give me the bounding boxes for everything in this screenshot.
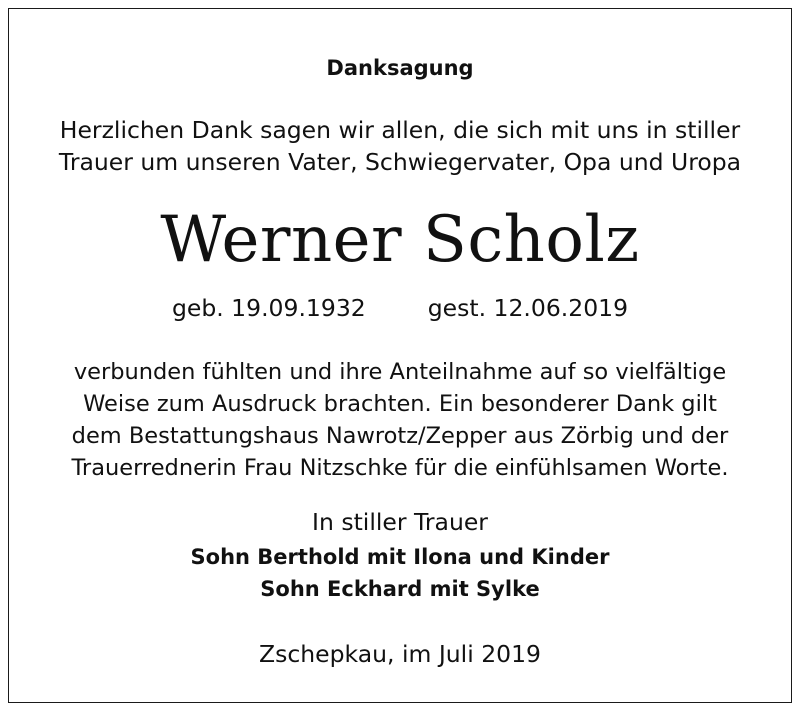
deceased-name: Werner Scholz: [160, 203, 640, 277]
body-line-2: Weise zum Ausdruck brachten. Ein besonderer Dank gilt: [83, 391, 717, 417]
mourning-heading: In stiller Trauer: [312, 508, 488, 536]
mourner-1: Sohn Berthold mit Ilona und Kinder: [190, 545, 610, 569]
place-date: Zschepkau, im Juli 2019: [258, 640, 541, 668]
birth-date: geb. 19.09.1932: [171, 294, 366, 322]
body-line-4: Trauerrednerin Frau Nitzschke für die einfühlsamen Worte.: [71, 455, 729, 481]
mourner-2: Sohn Eckhard mit Sylke: [260, 577, 540, 601]
notice-title: Danksagung: [326, 56, 474, 80]
body-line-3: dem Bestattungshaus Nawrotz/Zepper aus Zörbig und der: [71, 423, 729, 449]
body-line-1: verbunden fühlten und ihre Anteilnahme auf so vielfältige: [73, 359, 727, 385]
intro-line-2: Trauer um unseren Vater, Schwiegervater, Opa und Uropa: [58, 148, 742, 176]
intro-line-1: Herzlichen Dank sagen wir allen, die sich mit uns in stiller: [59, 116, 741, 144]
life-dates: [0, 292, 800, 324]
death-date: gest. 12.06.2019: [427, 294, 629, 322]
